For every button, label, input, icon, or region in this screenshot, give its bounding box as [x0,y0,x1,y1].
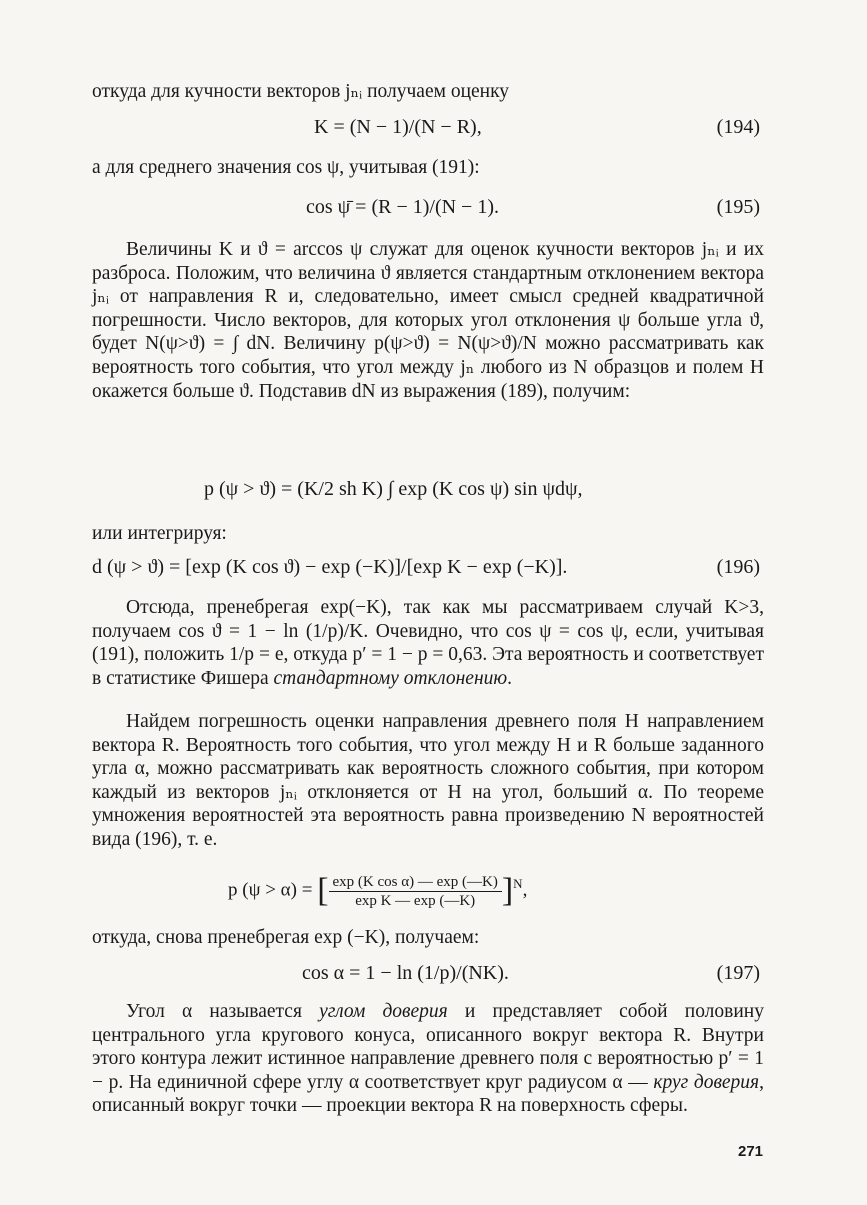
formula-integral: p (ψ > ϑ) = (K/2 sh K) ∫ exp (K cos ψ) sin ψdψ, [204,478,583,500]
paragraph-2-emphasis: стандартному отклонению [273,667,508,689]
paragraph-4-end: , описанный вокруг точки — проекции вектора R на поверхность сферы. [92,1071,764,1117]
text-line-4: откуда, снова пренебрегая exp (−K), получаем: [92,927,480,948]
paragraph-4-emphasis-1: углом доверия [319,1001,448,1022]
bracket-close: ] [501,872,514,909]
equation-197 [92,962,764,992]
probability-exponent: N [513,876,523,892]
paragraph-1: Величины K и ϑ = arccos ψ служат для оценок кучности векторов jₙᵢ и их разброса. Положим, что величина ϑ является стандартным отклонением вектора jₙᵢ от направления R и, следовательно, имеет смысл средней квадратичной погрешности. Число векторов, для которых угол отклонения ψ больше угла ϑ, будет N(ψ>ϑ) = ∫ dN. Величину p(ψ>ϑ) = N(ψ>ϑ)/N можно рассматривать как вероятность того события, что угол между jₙ любого из N образцов и полем H окажется больше ϑ. Подставив dN из выражения (189), получим: [92,239,764,402]
probability-comma: , [522,879,528,901]
text-line-2: а для среднего значения cos ψ, учитывая (191): [92,157,480,178]
equation-196 [92,556,764,586]
formula-197: cos α = 1 − ln (1/p)/(NK). [302,962,509,984]
paragraph-4-text: Угол α называется [126,1001,320,1022]
paragraph-2-end: . [507,667,512,689]
formula-194: K = (N − 1)/(N − R), [314,116,482,138]
formula-195: cos ψ̄ = (R − 1)/(N − 1). [306,196,499,218]
paragraph-3: Найдем погрешность оценки направления древнего поля H направлением вектора R. Вероятность того события, что угол между H и R больше заданного угла α, можно рассматривать как вероятность сложного события, при котором каждый из векторов jₙᵢ отклоняется от H на угол, больший α. По теореме умножения вероятностей эта вероятность равна произведению N вероятностей вида (196), т. е. [92,711,764,850]
paragraph-4-emphasis-2: круг доверия [653,1071,760,1093]
paragraph-4 [92,1000,764,1118]
probability-fraction [329,873,502,910]
equation-integral [92,478,764,508]
paragraph-2-text: Отсюда, пренебрегая exp(−K), так как мы рассматриваем случай K>3, получаем cos ϑ = 1 − ln (1/p)/K. Очевидно, что cos ψ = cos ψ, если, учитывая (191), положить 1/p = e, откуда p′ = 1 − p = 0,63. Эта вероятность и соответствует в статистике Фишера [92,597,764,689]
text-line-3: или интегрируя: [92,523,227,544]
equation-number-195: (195) [716,196,760,218]
formula-probability [228,872,527,910]
equation-probability [92,866,764,914]
equation-number-196: (196) [716,556,760,578]
fraction-numerator: exp (K cos α) — exp (—K) [329,873,502,892]
paragraph-2 [92,596,764,690]
equation-194 [92,116,764,146]
equation-195 [92,196,764,226]
bracket-open: [ [317,872,329,909]
equation-number-197: (197) [716,962,760,984]
probability-left-side: p (ψ > α) = [228,879,313,901]
formula-196: d (ψ > ϑ) = [exp (K cos ϑ) − exp (−K)]/[exp K − exp (−K)]. [92,556,568,578]
equation-number-194: (194) [716,116,760,138]
fraction-denominator: exp K — exp (—K) [355,892,476,909]
paragraph-4-text-2: и представляет собой половину центрального угла кругового конуса, описанного вокруг вектора R. Внутри этого контура лежит истинное направление древнего поля с вероятностью p′ = 1 − p. На единичной сфере углу α соответствует круг радиусом α — [92,1001,764,1093]
page-number: 271 [738,1143,764,1160]
text-line-1: откуда для кучности векторов jₙᵢ получаем оценку [92,81,510,102]
